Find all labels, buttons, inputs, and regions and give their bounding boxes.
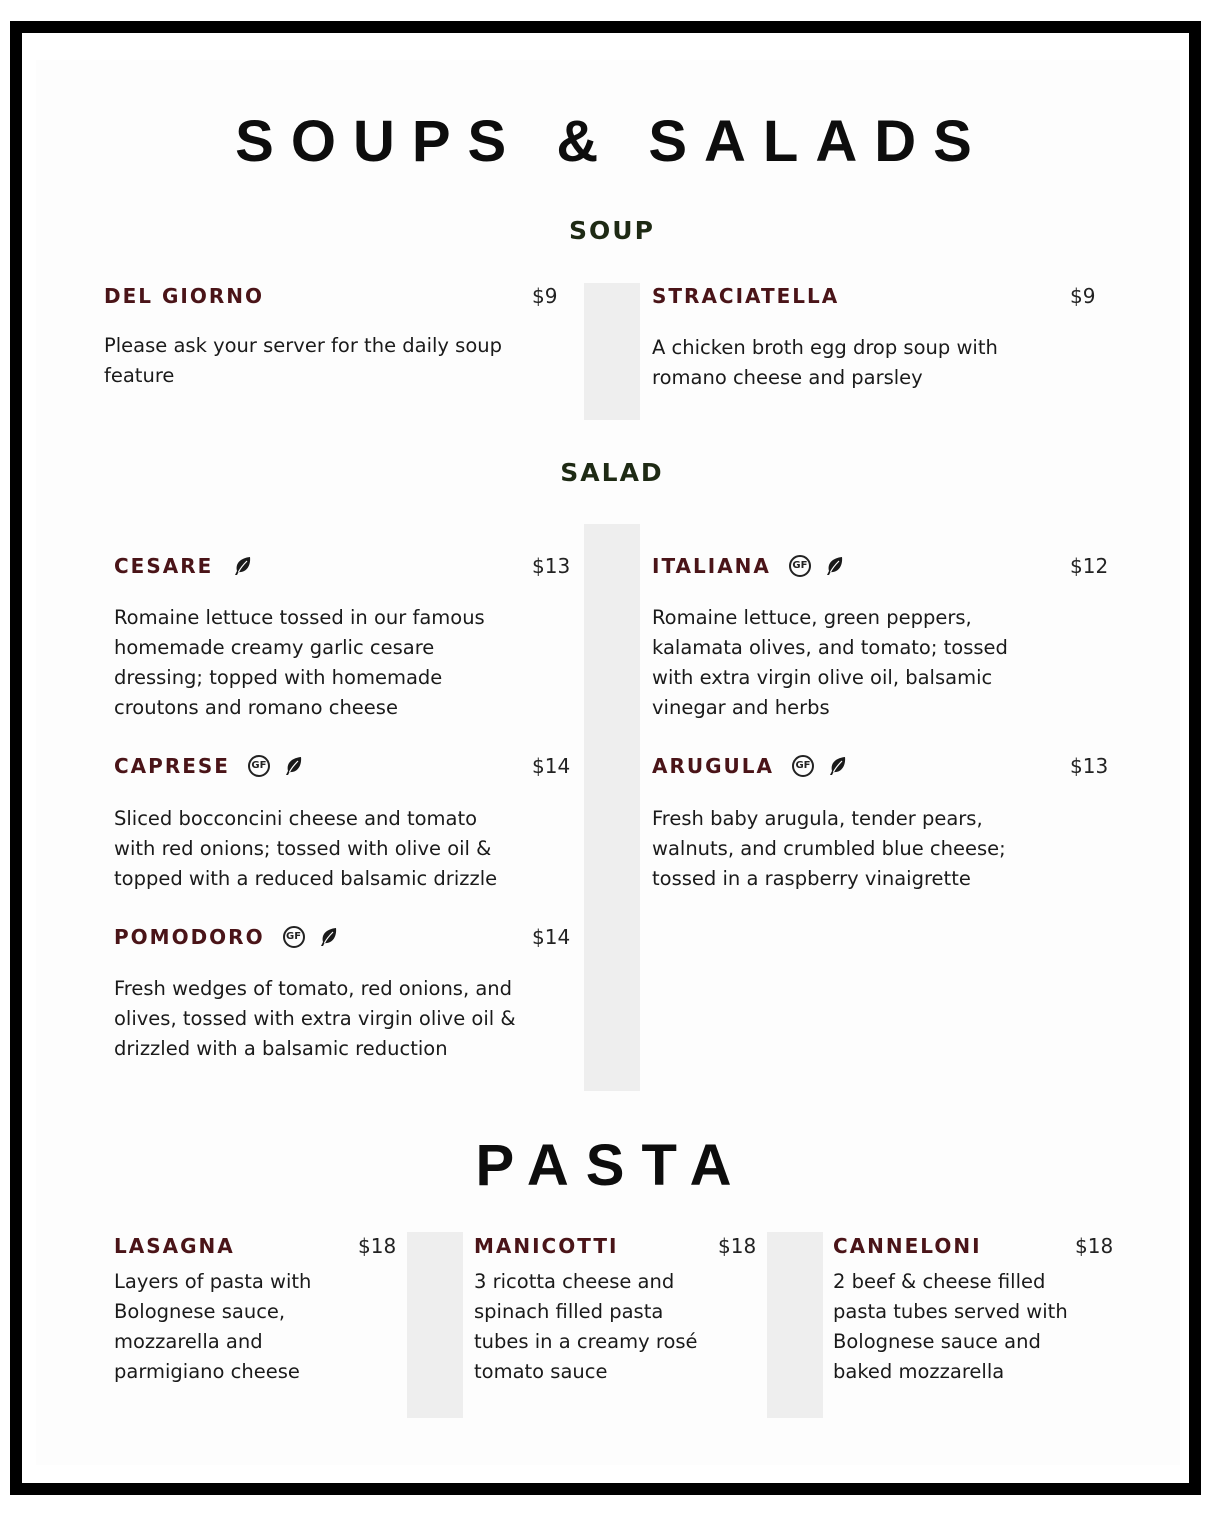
gluten-free-icon: GF [248, 755, 270, 777]
leaf-icon [231, 554, 255, 578]
menu-item-description: Sliced bocconcini cheese and tomato with red onions; tossed with olive oil & topped with a reduced balsamic drizzle [114, 807, 498, 890]
menu-item-price: $14 [532, 925, 571, 949]
menu-item-description: 2 beef & cheese filled pasta tubes served with Bolognese sauce and baked mozzarella [833, 1270, 1068, 1383]
gluten-free-icon: GF [283, 926, 305, 948]
menu-item-description: Please ask your server for the daily soup feature [104, 334, 502, 387]
menu-item-name: LASAGNA [114, 1234, 235, 1258]
pasta-title: PASTA [475, 1133, 749, 1198]
menu-item-name: CANNELONI [833, 1234, 982, 1258]
menu-item-price: $9 [1070, 284, 1096, 308]
menu-item-name: ARUGULA [652, 754, 774, 778]
menu-item-description: Fresh wedges of tomato, red onions, and olives, tossed with extra virgin olive oil & drizzled with a balsamic reduction [114, 977, 516, 1060]
salad-heading: SALAD [560, 458, 664, 487]
pasta-column-divider [767, 1232, 823, 1418]
menu-item-header [652, 750, 850, 782]
menu-item-description: Romaine lettuce tossed in our famous homemade creamy garlic cesare dressing; topped with homemade croutons and romano cheese [114, 606, 485, 719]
gluten-free-icon: GF [792, 755, 814, 777]
leaf-icon [282, 754, 306, 778]
menu-item-price: $12 [1070, 554, 1109, 578]
menu-item-price: $14 [532, 754, 571, 778]
menu-item-header [114, 921, 341, 953]
gluten-free-icon: GF [789, 555, 811, 577]
leaf-icon [317, 925, 341, 949]
menu-item-price: $9 [532, 284, 558, 308]
menu-item-name: DEL GIORNO [104, 284, 264, 308]
soup-heading: SOUP [569, 216, 655, 245]
leaf-icon [823, 554, 847, 578]
menu-item-description: Fresh baby arugula, tender pears, walnuts, and crumbled blue cheese; tossed in a raspberry vinaigrette [652, 807, 1006, 890]
menu-item-description: A chicken broth egg drop soup with romano cheese and parsley [652, 336, 998, 389]
menu-item-price: $18 [1075, 1234, 1114, 1258]
menu-item-description: Romaine lettuce, green peppers, kalamata olives, and tomato; tossed with extra virgin olive oil, balsamic vinegar and herbs [652, 606, 1008, 719]
menu-item-header [114, 550, 255, 582]
menu-item-name: ITALIANA [652, 554, 771, 578]
menu-item-name: CESARE [114, 554, 214, 578]
menu-item-price: $18 [718, 1234, 757, 1258]
soup-column-divider [584, 283, 640, 420]
pasta-column-divider [407, 1232, 463, 1418]
leaf-icon [826, 754, 850, 778]
menu-item-name: STRACIATELLA [652, 284, 840, 308]
menu-item-header [652, 550, 847, 582]
menu-item-name: CAPRESE [114, 754, 230, 778]
menu-item-header [114, 750, 306, 782]
menu-item-description: 3 ricotta cheese and spinach filled pasta tubes in a creamy rosé tomato sauce [474, 1270, 698, 1383]
menu-item-price: $13 [532, 554, 571, 578]
menu-item-price: $18 [358, 1234, 397, 1258]
menu-item-description: Layers of pasta with Bolognese sauce, mozzarella and parmigiano cheese [114, 1270, 312, 1383]
menu-item-name: MANICOTTI [474, 1234, 619, 1258]
page-title: SOUPS & SALADS [235, 109, 989, 174]
menu-item-price: $13 [1070, 754, 1109, 778]
menu-item-name: POMODORO [114, 925, 265, 949]
salad-column-divider [584, 524, 640, 1091]
